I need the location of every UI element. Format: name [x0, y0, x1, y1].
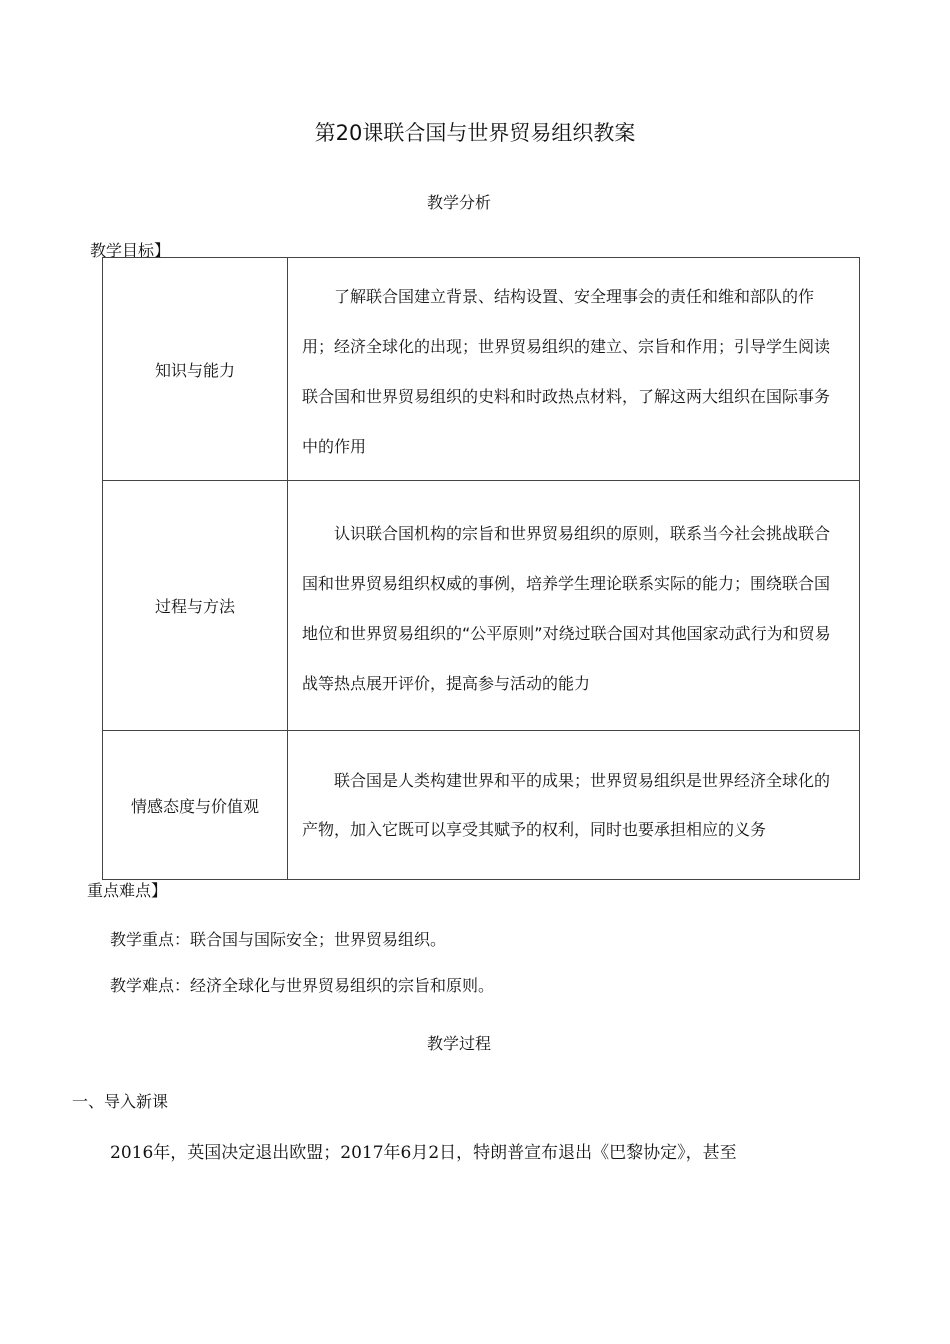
objective-content: 联合国是人类构建世界和平的成果；世界贸易组织是世界经济全球化的产物，加入它既可以享受其赋予的权利，同时也要承担相应的义务 — [302, 771, 831, 839]
key-point-text: 教学重点：联合国与国际安全；世界贸易组织。 — [110, 930, 447, 949]
objectives-table — [102, 257, 860, 880]
objective-label: 知识与能力 — [103, 258, 288, 481]
objective-content: 了解联合国建立背景、结构设置、安全理事会的责任和维和部队的作用；经济全球化的出现；世界贸易组织的建立、宗旨和作用；引导学生阅读联合国和世界贸易组织的史料和时政热点材料，了解这两大组织在国际事务中的作用 — [302, 287, 831, 456]
document-title: 第20课联合国与世界贸易组织教案 — [314, 121, 636, 145]
objectives-heading: 教学目标】 — [90, 241, 171, 260]
section-1-title: 一、导入新课 — [72, 1092, 169, 1111]
objective-row-process — [103, 481, 860, 731]
objective-content: 认识联合国机构的宗旨和世界贸易组织的原则，联系当今社会挑战联合国和世界贸易组织权威的事例，培养学生理论联系实际的能力；围绕联合国地位和世界贸易组织的“公平原则”对绕过联合国对其他国家动武行为和贸易战等热点展开评价，提高参与活动的能力 — [302, 523, 831, 693]
section-heading-process: 教学过程 — [426, 1034, 491, 1053]
intro-paragraph: 2016年，英国决定退出欧盟；2017年6月2日，特朗普宣布退出《巴黎协定》，甚至 — [110, 1143, 737, 1163]
objective-content-cell — [288, 258, 860, 481]
objective-content-cell — [288, 481, 860, 731]
objective-label: 情感态度与价值观 — [103, 731, 288, 880]
objective-label: 过程与方法 — [103, 481, 288, 731]
difficult-point-text: 教学难点：经济全球化与世界贸易组织的宗旨和原则。 — [110, 976, 495, 995]
key-points-heading: 重点难点】 — [87, 881, 168, 900]
section-heading-analysis: 教学分析 — [426, 193, 491, 212]
objective-row-knowledge — [103, 258, 860, 481]
objective-row-values — [103, 731, 860, 880]
objective-content-cell — [288, 731, 860, 880]
